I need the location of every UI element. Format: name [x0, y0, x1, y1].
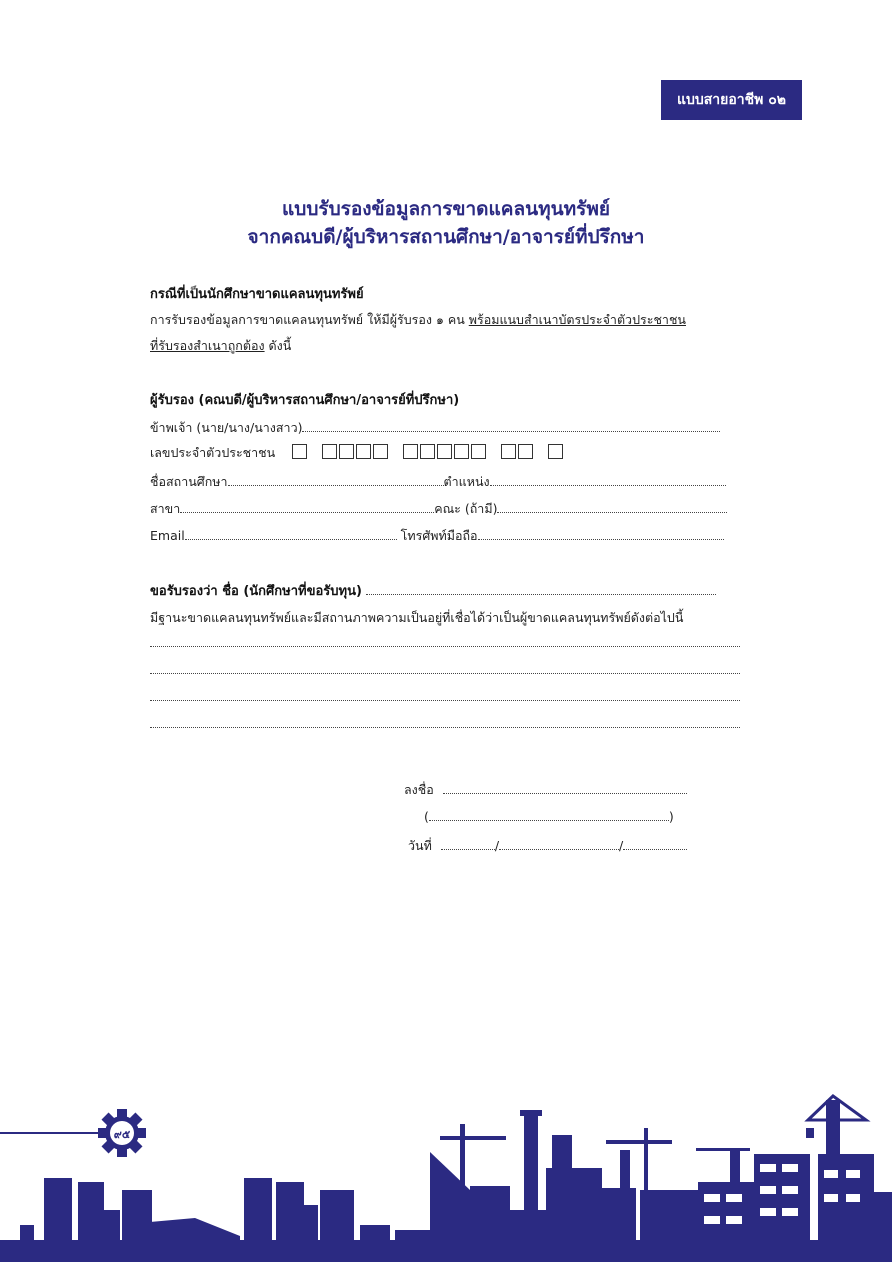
branch-field[interactable]	[180, 500, 434, 513]
id-digit-box[interactable]	[292, 444, 307, 459]
certifier-name-row	[150, 418, 720, 438]
student-name-row	[150, 580, 716, 601]
paren-close: )	[668, 809, 674, 824]
student-name-field[interactable]	[366, 582, 716, 595]
id-digit-box[interactable]	[471, 444, 486, 459]
date-month-field[interactable]	[499, 837, 619, 850]
citizen-id-row	[150, 443, 565, 463]
paren-open: (	[424, 809, 429, 824]
email-phone-row	[150, 526, 724, 546]
school-label: ชื่อสถานศึกษา	[150, 474, 228, 489]
citizen-id-label: เลขประจำตัวประชาชน	[150, 445, 276, 460]
id-digit-box[interactable]	[437, 444, 452, 459]
footer-rule	[0, 1132, 98, 1134]
email-label: Email	[150, 528, 185, 543]
branch-faculty-row	[150, 499, 727, 519]
signature-field[interactable]	[443, 781, 687, 794]
sign-label: ลงชื่อ	[404, 782, 434, 797]
citizen-id-boxes[interactable]	[292, 445, 565, 460]
date-year-field[interactable]	[623, 837, 687, 850]
email-field[interactable]	[185, 527, 397, 540]
instruction-underlined-text: พร้อมแนบสำเนาบัตรประจำตัวประชาชน	[468, 312, 686, 327]
school-field[interactable]	[228, 473, 444, 486]
date-label: วันที่	[408, 838, 432, 853]
detail-line[interactable]	[150, 717, 740, 728]
form-title: แบบรับรองข้อมูลการขาดแคลนทุนทรัพย์	[282, 198, 610, 220]
footer-skyline-illustration	[0, 1090, 892, 1262]
school-position-row	[150, 472, 726, 492]
form-type-badge: แบบสายอาชีพ ๐๒	[661, 80, 802, 120]
statement-text: มีฐานะขาดแคลนทุนทรัพย์และมีสถานภาพความเป็นอยู่ที่เชื่อได้ว่าเป็นผู้ขาดแคลนทุนทรัพย์ดังต่อไปนี้	[150, 610, 684, 625]
id-digit-box[interactable]	[501, 444, 516, 459]
position-label: ตำแหน่ง	[443, 474, 490, 489]
page-number: ๙๕	[113, 1128, 131, 1141]
printed-name-row	[424, 808, 674, 824]
phone-field[interactable]	[478, 527, 724, 540]
form-subtitle: จากคณบดี/ผู้บริหารสถานศึกษา/อาจารย์ที่ปรึกษา	[247, 226, 645, 248]
name-label: ข้าพเจ้า (นาย/นาง/นางสาว)	[150, 420, 303, 435]
instruction-underlined-text: ที่รับรองสำเนาถูกต้อง	[150, 338, 265, 353]
branch-label: สาขา	[150, 501, 181, 516]
id-digit-box[interactable]	[548, 444, 563, 459]
detail-line[interactable]	[150, 663, 740, 674]
name-field[interactable]	[302, 419, 720, 432]
id-digit-box[interactable]	[518, 444, 533, 459]
detail-line[interactable]	[150, 636, 740, 647]
certifier-heading: ผู้รับรอง (คณบดี/ผู้บริหารสถานศึกษา/อาจารย์ที่ปรึกษา)	[150, 393, 460, 408]
instruction-text: การรับรองข้อมูลการขาดแคลนทุนทรัพย์ ให้มีผู้รับรอง ๑ คน	[150, 312, 469, 327]
date-day-field[interactable]	[441, 837, 495, 850]
instruction-text: ดังนี้	[264, 338, 292, 353]
printed-name-field[interactable]	[429, 808, 669, 821]
id-digit-box[interactable]	[356, 444, 371, 459]
id-digit-box[interactable]	[420, 444, 435, 459]
case-instruction-line2	[150, 336, 291, 356]
detail-line[interactable]	[150, 690, 740, 701]
signature-row	[404, 780, 687, 800]
date-separator: /	[619, 838, 624, 853]
case-instruction-line1	[150, 310, 686, 330]
date-row	[408, 836, 687, 856]
case-heading: กรณีที่เป็นนักศึกษาขาดแคลนทุนทรัพย์	[150, 287, 364, 302]
position-field[interactable]	[490, 473, 726, 486]
phone-label: โทรศัพท์มือถือ	[396, 528, 478, 543]
faculty-field[interactable]	[497, 500, 727, 513]
id-digit-box[interactable]	[454, 444, 469, 459]
faculty-label: คณะ (ถ้ามี)	[434, 501, 498, 516]
detail-lines	[150, 636, 740, 728]
id-digit-box[interactable]	[339, 444, 354, 459]
id-digit-box[interactable]	[403, 444, 418, 459]
request-heading: ขอรับรองว่า ชื่อ (นักศึกษาที่ขอรับทุน)	[150, 584, 367, 599]
date-separator: /	[494, 838, 500, 853]
id-digit-box[interactable]	[322, 444, 337, 459]
id-digit-box[interactable]	[373, 444, 388, 459]
